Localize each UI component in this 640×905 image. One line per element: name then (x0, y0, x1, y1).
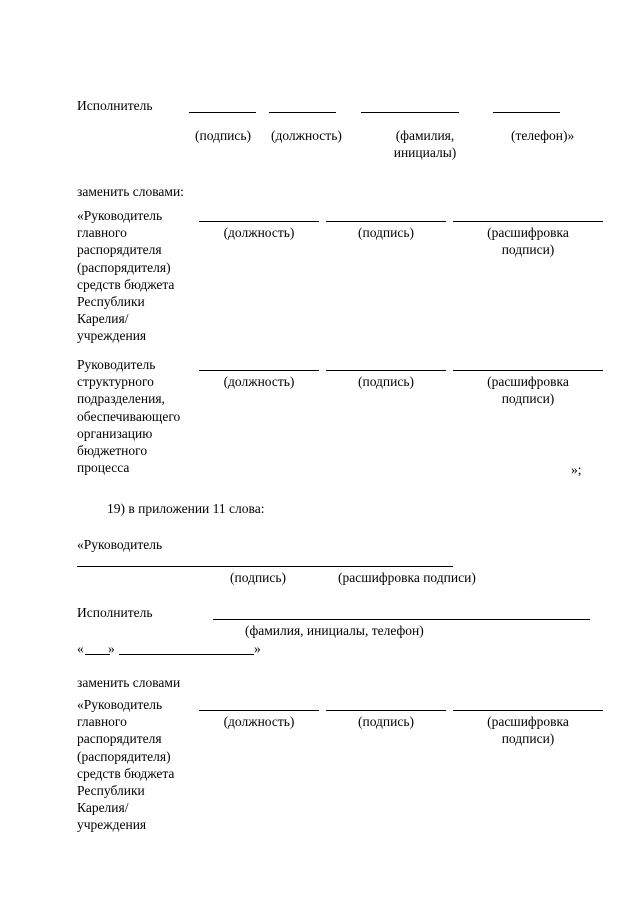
head-label: «Руководитель (77, 537, 163, 552)
replace-with-text: заменить словами: (77, 184, 184, 199)
caption-name: (фамилия, инициалы) (393, 128, 457, 161)
caption-signature: (подпись) (230, 570, 287, 585)
phone-line (493, 112, 560, 113)
name-line (361, 112, 459, 113)
caption-signature: (подпись) (357, 374, 415, 389)
head-of-structural-unit: Руководитель структурного подразделения, обеспечивающего организацию бюджетного процесса (77, 357, 181, 476)
signature-line (326, 221, 446, 222)
date-close-quote: » (254, 641, 261, 656)
signature-line (189, 112, 256, 113)
caption-signature: (подпись) (195, 128, 252, 143)
executor-label: Исполнитель (77, 605, 153, 620)
caption-position: (должность) (223, 374, 295, 389)
item-19: 19) в приложении 11 слова: (107, 501, 265, 516)
caption-position: (должность) (223, 225, 295, 240)
caption-signature: (подпись) (357, 714, 415, 729)
decode-line (453, 221, 603, 222)
position-line (199, 221, 319, 222)
decode-line (453, 710, 603, 711)
signature-line (326, 370, 446, 371)
caption-name-phone: (фамилия, инициалы, телефон) (245, 623, 424, 638)
date-day-line (85, 654, 110, 655)
position-line (199, 370, 319, 371)
head-of-budget-manager: «Руководитель главного распорядителя (распорядителя) средств бюджета Республики Карелия/ учреждения (77, 208, 175, 344)
caption-decode: (расшифровка подписи) (338, 570, 476, 585)
head-of-budget-manager: «Руководитель главного распорядителя (распорядителя) средств бюджета Республики Карелия/ учреждения (77, 697, 175, 833)
executor-label: Исполнитель (77, 98, 153, 113)
executor-line (213, 619, 590, 620)
caption-decode: (расшифровка подписи) (487, 374, 569, 407)
caption-position: (должность) (271, 128, 342, 143)
caption-position: (должность) (223, 714, 295, 729)
caption-signature: (подпись) (357, 225, 415, 240)
decode-line (453, 370, 603, 371)
caption-decode: (расшифровка подписи) (487, 225, 569, 258)
replace-with-text: заменить словами (77, 675, 181, 690)
closing-quote: »; (571, 462, 582, 477)
caption-phone: (телефон)» (511, 128, 575, 143)
caption-decode: (расшифровка подписи) (487, 714, 569, 747)
signature-line (326, 710, 446, 711)
position-line (269, 112, 336, 113)
date-open-quote: « (77, 641, 84, 656)
position-line (199, 710, 319, 711)
date-mid-quote: » (108, 641, 115, 656)
signature-line (77, 566, 453, 567)
date-month-line (119, 654, 254, 655)
